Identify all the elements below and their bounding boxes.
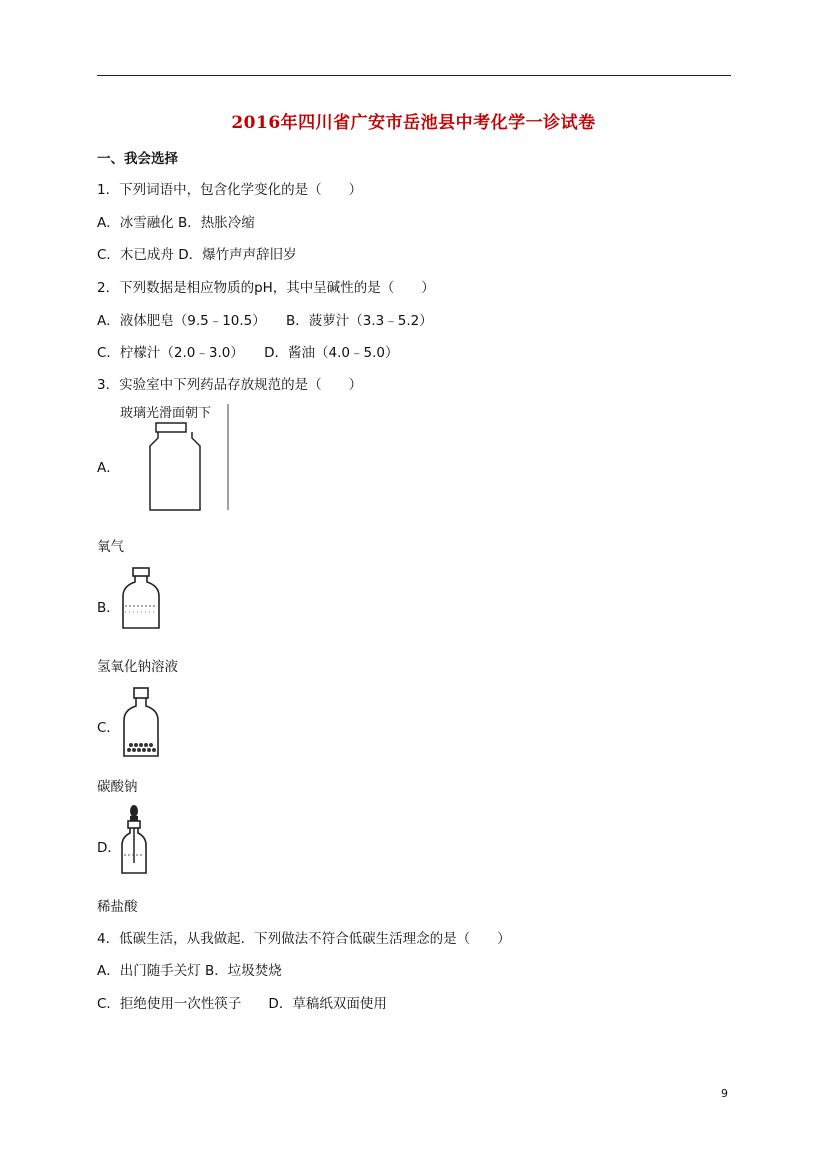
question-1-options-cd: C．木已成舟 D．爆竹声声辞旧岁 xyxy=(97,247,297,263)
option-d-substance: 稀盐酸 xyxy=(97,899,138,915)
option-c-label: C． xyxy=(97,720,120,736)
question-4-stem: 4．低碳生活，从我做起．下列做法不符合低碳生活理念的是（ ） xyxy=(97,931,511,947)
figure-caption: 玻璃光滑面朝下 xyxy=(120,406,212,421)
exam-title: 2016年四川省广安市岳池县中考化学一诊试卷 xyxy=(231,113,596,133)
question-2-options-cd: C．柠檬汁（2.0﹣3.0） D．酱油（4.0﹣5.0） xyxy=(97,345,399,361)
gas-bottle-icon xyxy=(118,402,230,512)
question-4-options-ab: A．出门随手关灯 B．垃圾焚烧 xyxy=(97,963,282,979)
option-b-label: B． xyxy=(97,600,120,616)
reagent-bottle-liquid-icon xyxy=(119,566,163,632)
question-2-options-ab: A．液体肥皂（9.5﹣10.5） B．菠萝汁（3.3﹣5.2） xyxy=(97,313,433,329)
option-a-label: A． xyxy=(97,460,120,476)
option-c-substance: 碳酸钠 xyxy=(97,779,138,795)
reagent-bottle-solid-icon xyxy=(119,686,163,760)
question-1-options-ab: A．冰雪融化 B．热胀冷缩 xyxy=(97,215,255,231)
dropper-bottle-icon xyxy=(119,803,155,875)
gas-bottle-figure xyxy=(118,402,230,512)
option-d-label: D． xyxy=(97,840,121,856)
question-2-stem: 2．下列数据是相应物质的pH，其中呈碱性的是（ ） xyxy=(97,280,435,296)
header-rule xyxy=(97,75,731,76)
question-3-stem: 3．实验室中下列药品存放规范的是（ ） xyxy=(97,377,363,393)
page-number: 9 xyxy=(721,1087,728,1100)
option-b-substance: 氢氧化钠溶液 xyxy=(97,659,178,675)
question-4-options-cd: C．拒绝使用一次性筷子 D．草稿纸双面使用 xyxy=(97,996,387,1012)
section-heading: 一、我会选择 xyxy=(97,151,178,167)
option-a-substance: 氧气 xyxy=(97,539,124,555)
question-1-stem: 1．下列词语中，包含化学变化的是（ ） xyxy=(97,182,363,198)
